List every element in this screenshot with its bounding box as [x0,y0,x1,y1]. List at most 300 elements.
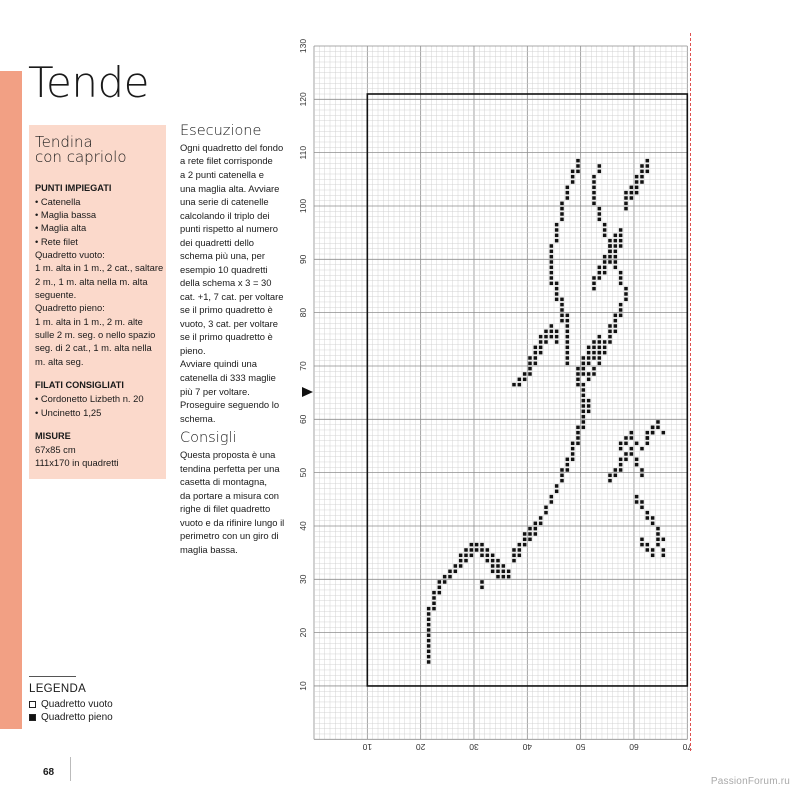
filled-square [555,287,559,291]
filled-square [587,346,591,350]
filled-square [592,372,596,376]
filled-square [651,554,655,558]
filled-square [603,266,607,270]
filled-square [614,319,618,323]
filled-square [496,559,500,563]
filled-square [555,239,559,243]
filled-square [464,548,468,552]
filled-square [624,191,628,195]
consigli-line: casetta di montagna, [180,476,268,488]
filled-square [614,330,618,334]
filled-square [662,431,666,435]
filled-square [598,276,602,280]
filled-square [592,367,596,371]
filled-square [528,367,532,371]
filled-square [592,351,596,355]
filled-square [566,335,570,339]
filled-square [619,314,623,318]
filled-square [592,186,596,190]
filled-square [555,298,559,302]
filled-square [576,367,580,371]
filled-square [614,250,618,254]
consigli-body [180,448,290,556]
filled-square [427,623,431,627]
filled-square [582,372,586,376]
filled-square [480,554,484,558]
filled-square [448,570,452,574]
consigli-line: da portare a misura con [180,489,280,501]
filled-square [646,164,650,168]
filled-square [592,180,596,184]
filled-square [614,474,618,478]
punti-text-line: Quadretto vuoto: [35,249,105,261]
filled-square [651,431,655,435]
filled-square [614,324,618,328]
filled-square [587,356,591,360]
esecuzione-line: Proseguire seguendo lo [180,399,280,411]
filled-square [619,228,623,232]
filled-square [480,580,484,584]
filled-square [496,575,500,579]
filled-square [528,362,532,366]
punti-heading: PUNTI IMPIEGATI [35,182,112,193]
filled-square [635,191,639,195]
filled-square [624,202,628,206]
filled-square [491,564,495,568]
filled-square [630,196,634,200]
filled-square [534,351,538,355]
consigli-line: righe di filet quadretto [180,503,271,515]
filled-square [523,378,527,382]
filled-square [539,516,543,520]
filled-square [427,644,431,648]
filled-square [656,527,660,531]
pattern-title-line-2: con capriolo [35,148,127,167]
filled-square [470,554,474,558]
filled-square [598,335,602,339]
filled-square [624,436,628,440]
filled-square [587,372,591,376]
filled-square [624,452,628,456]
filled-square [640,506,644,510]
filled-square [576,159,580,163]
filled-square [592,356,596,360]
filled-square [619,458,623,462]
filled-square [507,575,511,579]
esecuzione-line: schema più una, per [180,250,265,262]
filled-square [646,170,650,174]
esecuzione-line: catenella di 333 maglie [180,371,276,383]
filled-square [608,255,612,259]
filled-square [555,228,559,232]
filled-square [587,351,591,355]
filled-square [486,548,490,552]
footer-divider [70,757,71,781]
filled-square [619,442,623,446]
y-tick-label: 120 [298,92,308,107]
filled-square [496,564,500,568]
filled-square [571,458,575,462]
filled-square [592,276,596,280]
filled-square [592,340,596,344]
filled-square [630,191,634,195]
filled-square [555,330,559,334]
filled-square [560,468,564,472]
filled-square [550,276,554,280]
pattern-title [35,135,160,166]
misure-line: 67x85 cm [35,443,76,455]
filled-square [550,250,554,254]
filled-square [582,426,586,430]
filled-square [566,319,570,323]
esecuzione-line: se il primo quadretto è [180,331,273,343]
x-tick-label: 30 [469,742,479,752]
filled-square [432,591,436,595]
filled-square [560,303,564,307]
consigli-line: vuoto e da rifinire lungo il [180,516,285,528]
filled-square [587,378,591,382]
legend-item-filled [29,711,169,724]
filled-square [598,346,602,350]
filled-square [539,335,543,339]
filled-square [587,410,591,414]
filled-square [566,463,570,467]
filled-square [624,207,628,211]
filled-square [512,548,516,552]
filled-square [576,431,580,435]
y-tick-label: 50 [298,467,308,478]
filled-square [534,532,538,536]
esecuzione-line: a rete filet corrisponde [180,155,273,167]
filled-square [571,447,575,451]
y-tick-label: 10 [298,681,308,691]
misure-heading: MISURE [35,430,71,441]
filled-square [438,580,442,584]
filled-square [608,335,612,339]
filled-square [507,570,511,574]
filled-square [592,191,596,195]
filled-square [427,634,431,638]
filled-square [566,191,570,195]
filled-square [427,655,431,659]
filled-square [480,586,484,590]
filled-square [598,164,602,168]
esecuzione-line: pieno. [180,344,206,356]
legend-rule [29,676,76,677]
filled-square [630,447,634,451]
filled-square [582,420,586,424]
filled-square [603,351,607,355]
filled-square [608,474,612,478]
punti-text-line: Quadretto pieno: [35,302,105,314]
filled-square [592,287,596,291]
filled-square [518,383,522,387]
filled-square [582,399,586,403]
filled-square [582,410,586,414]
filled-square [555,484,559,488]
filled-square [640,538,644,542]
filled-square [486,559,490,563]
filled-square [534,346,538,350]
filled-square [555,223,559,227]
filled-square [560,308,564,312]
esecuzione-line: calcolando il triplo dei [180,209,270,221]
filled-square [651,548,655,552]
filled-square [576,164,580,168]
filled-square [560,319,564,323]
filled-square [560,474,564,478]
filled-square [603,223,607,227]
filled-square [576,378,580,382]
filled-square [592,175,596,179]
filled-square [587,404,591,408]
filled-square [560,479,564,483]
filled-square [550,282,554,286]
filled-square [576,436,580,440]
filled-square [608,479,612,483]
filled-square [635,495,639,499]
filled-square [630,186,634,190]
filled-square [539,522,543,526]
y-tick-label: 70 [298,361,308,371]
y-tick-label: 40 [298,521,308,531]
filled-square [566,186,570,190]
filled-square [560,207,564,211]
side-accent-band [0,71,22,729]
consigli-line: Questa proposta è una [180,449,276,461]
filled-square [582,367,586,371]
filled-square [619,463,623,467]
consigli-line: perimetro con un giro di [180,530,279,542]
filled-square [619,276,623,280]
filled-square [566,468,570,472]
page-number: 68 [43,767,55,778]
filled-square [635,175,639,179]
info-box [29,125,166,479]
filled-square [656,420,660,424]
filled-square [619,447,623,451]
punti-item: • Catenella [35,195,160,208]
punti-text-line: sulle 2 m. seg. o nello spazio [35,329,156,341]
empty-square-icon [29,701,36,708]
filled-square [598,271,602,275]
y-tick-label: 100 [298,198,308,214]
filled-square [528,538,532,542]
filled-square [640,543,644,547]
filled-square [571,180,575,184]
filled-square [534,356,538,360]
filled-square [502,564,506,568]
filled-square [656,426,660,430]
filled-square [582,356,586,360]
esecuzione-line: esempio 10 quadretti [180,263,268,275]
filled-square [566,362,570,366]
x-tick-label: 40 [522,742,533,752]
filled-square-icon [29,714,36,721]
x-tick-label: 20 [415,742,426,752]
filled-square [464,554,468,558]
filled-square [608,260,612,264]
filled-square [592,196,596,200]
filled-square [614,255,618,259]
filled-square [646,548,650,552]
filled-square [427,639,431,643]
filled-square [464,559,468,563]
filled-square [598,218,602,222]
filled-square [571,442,575,446]
punti-item: • Maglia alta [35,221,160,234]
filled-square [534,527,538,531]
filled-square [544,340,548,344]
filled-square [656,543,660,547]
filled-square [656,538,660,542]
filled-square [560,314,564,318]
filled-square [640,500,644,504]
filled-square [582,394,586,398]
filled-square [523,538,527,542]
consigli-line: maglia bassa. [180,543,238,555]
esecuzione-line: una maglia alta. Avviare [180,182,280,194]
filled-square [635,442,639,446]
filled-square [576,383,580,387]
filled-square [470,543,474,547]
filled-square [544,511,548,515]
filled-square [603,255,607,259]
filled-square [592,346,596,350]
filled-square [534,522,538,526]
filled-square [662,548,666,552]
filled-square [550,500,554,504]
filled-square [640,164,644,168]
filled-square [496,570,500,574]
filled-square [624,442,628,446]
y-tick-label: 60 [298,414,308,425]
filled-square [560,218,564,222]
start-row-arrow-icon [302,387,313,397]
filled-square [646,511,650,515]
filled-square [523,532,527,536]
filled-square [427,607,431,611]
filled-square [619,468,623,472]
legend [29,676,169,724]
filled-square [502,570,506,574]
filled-square [646,436,650,440]
filled-square [512,383,516,387]
x-tick-label: 50 [575,742,586,752]
filled-square [614,239,618,243]
filled-square [544,335,548,339]
filled-square [544,506,548,510]
filled-square [614,244,618,248]
punti-text-line: 1 m. alta in 1 m., 2 cat., saltare [35,262,164,274]
filled-square [640,468,644,472]
filled-square [582,415,586,419]
esecuzione-line: dei quadretti dello [180,236,255,248]
filled-square [560,298,564,302]
filled-square [491,554,495,558]
filled-square [635,500,639,504]
filled-square [651,522,655,526]
esecuzione-body [180,141,290,425]
filled-square [459,559,463,563]
filled-square [550,255,554,259]
filled-square [608,324,612,328]
filled-square [427,650,431,654]
filled-square [550,271,554,275]
esecuzione-line: Avviare quindi una [180,358,257,370]
filled-square [598,207,602,211]
filled-square [528,527,532,531]
filled-square [640,170,644,174]
misure-line: 111x170 in quadretti [35,457,119,469]
filled-square [598,356,602,360]
filled-square [614,260,618,264]
filled-square [491,570,495,574]
punti-item: • Maglia bassa [35,208,160,221]
filled-square [539,351,543,355]
esecuzione-heading: Esecuzione [180,123,262,139]
filled-square [512,554,516,558]
filled-square [587,362,591,366]
filled-square [619,308,623,312]
filled-square [544,330,548,334]
filled-square [518,543,522,547]
filled-square [587,399,591,403]
filled-square [651,516,655,520]
filled-square [635,180,639,184]
filled-square [656,532,660,536]
filati-item: • Uncinetto 1,25 [35,406,160,419]
filled-square [624,287,628,291]
filled-square [608,250,612,254]
esecuzione-line: punti rispetto al numero [180,223,278,235]
filled-square [619,234,623,238]
filled-square [432,602,436,606]
filled-square [624,196,628,200]
filled-square [459,554,463,558]
punti-text-line: 1 m. alta in 1 m., 2 m. alte [35,315,143,327]
consigli-line: tendina perfetta per una [180,462,280,474]
cut-line [690,33,691,751]
filled-square [624,292,628,296]
x-tick-label: 10 [362,742,373,752]
filled-square [582,388,586,392]
filled-square [635,463,639,467]
filled-square [427,612,431,616]
filled-square [523,372,527,376]
filled-square [624,458,628,462]
filled-square [427,660,431,664]
punti-item: • Rete filet [35,235,160,248]
filled-square [646,159,650,163]
filati-heading: FILATI CONSIGLIATI [35,380,124,391]
filled-square [614,234,618,238]
filled-square [603,234,607,238]
filled-square [646,516,650,520]
filled-square [576,372,580,376]
filled-square [475,548,479,552]
esecuzione-line: più 7 per voltare. [180,385,250,397]
filled-square [518,378,522,382]
filled-square [603,260,607,264]
filled-square [640,180,644,184]
filled-square [598,340,602,344]
filled-square [475,543,479,547]
legend-title: LEGENDA [29,683,87,695]
filled-square [523,543,527,547]
filled-square [608,244,612,248]
y-tick-label: 130 [298,38,308,54]
